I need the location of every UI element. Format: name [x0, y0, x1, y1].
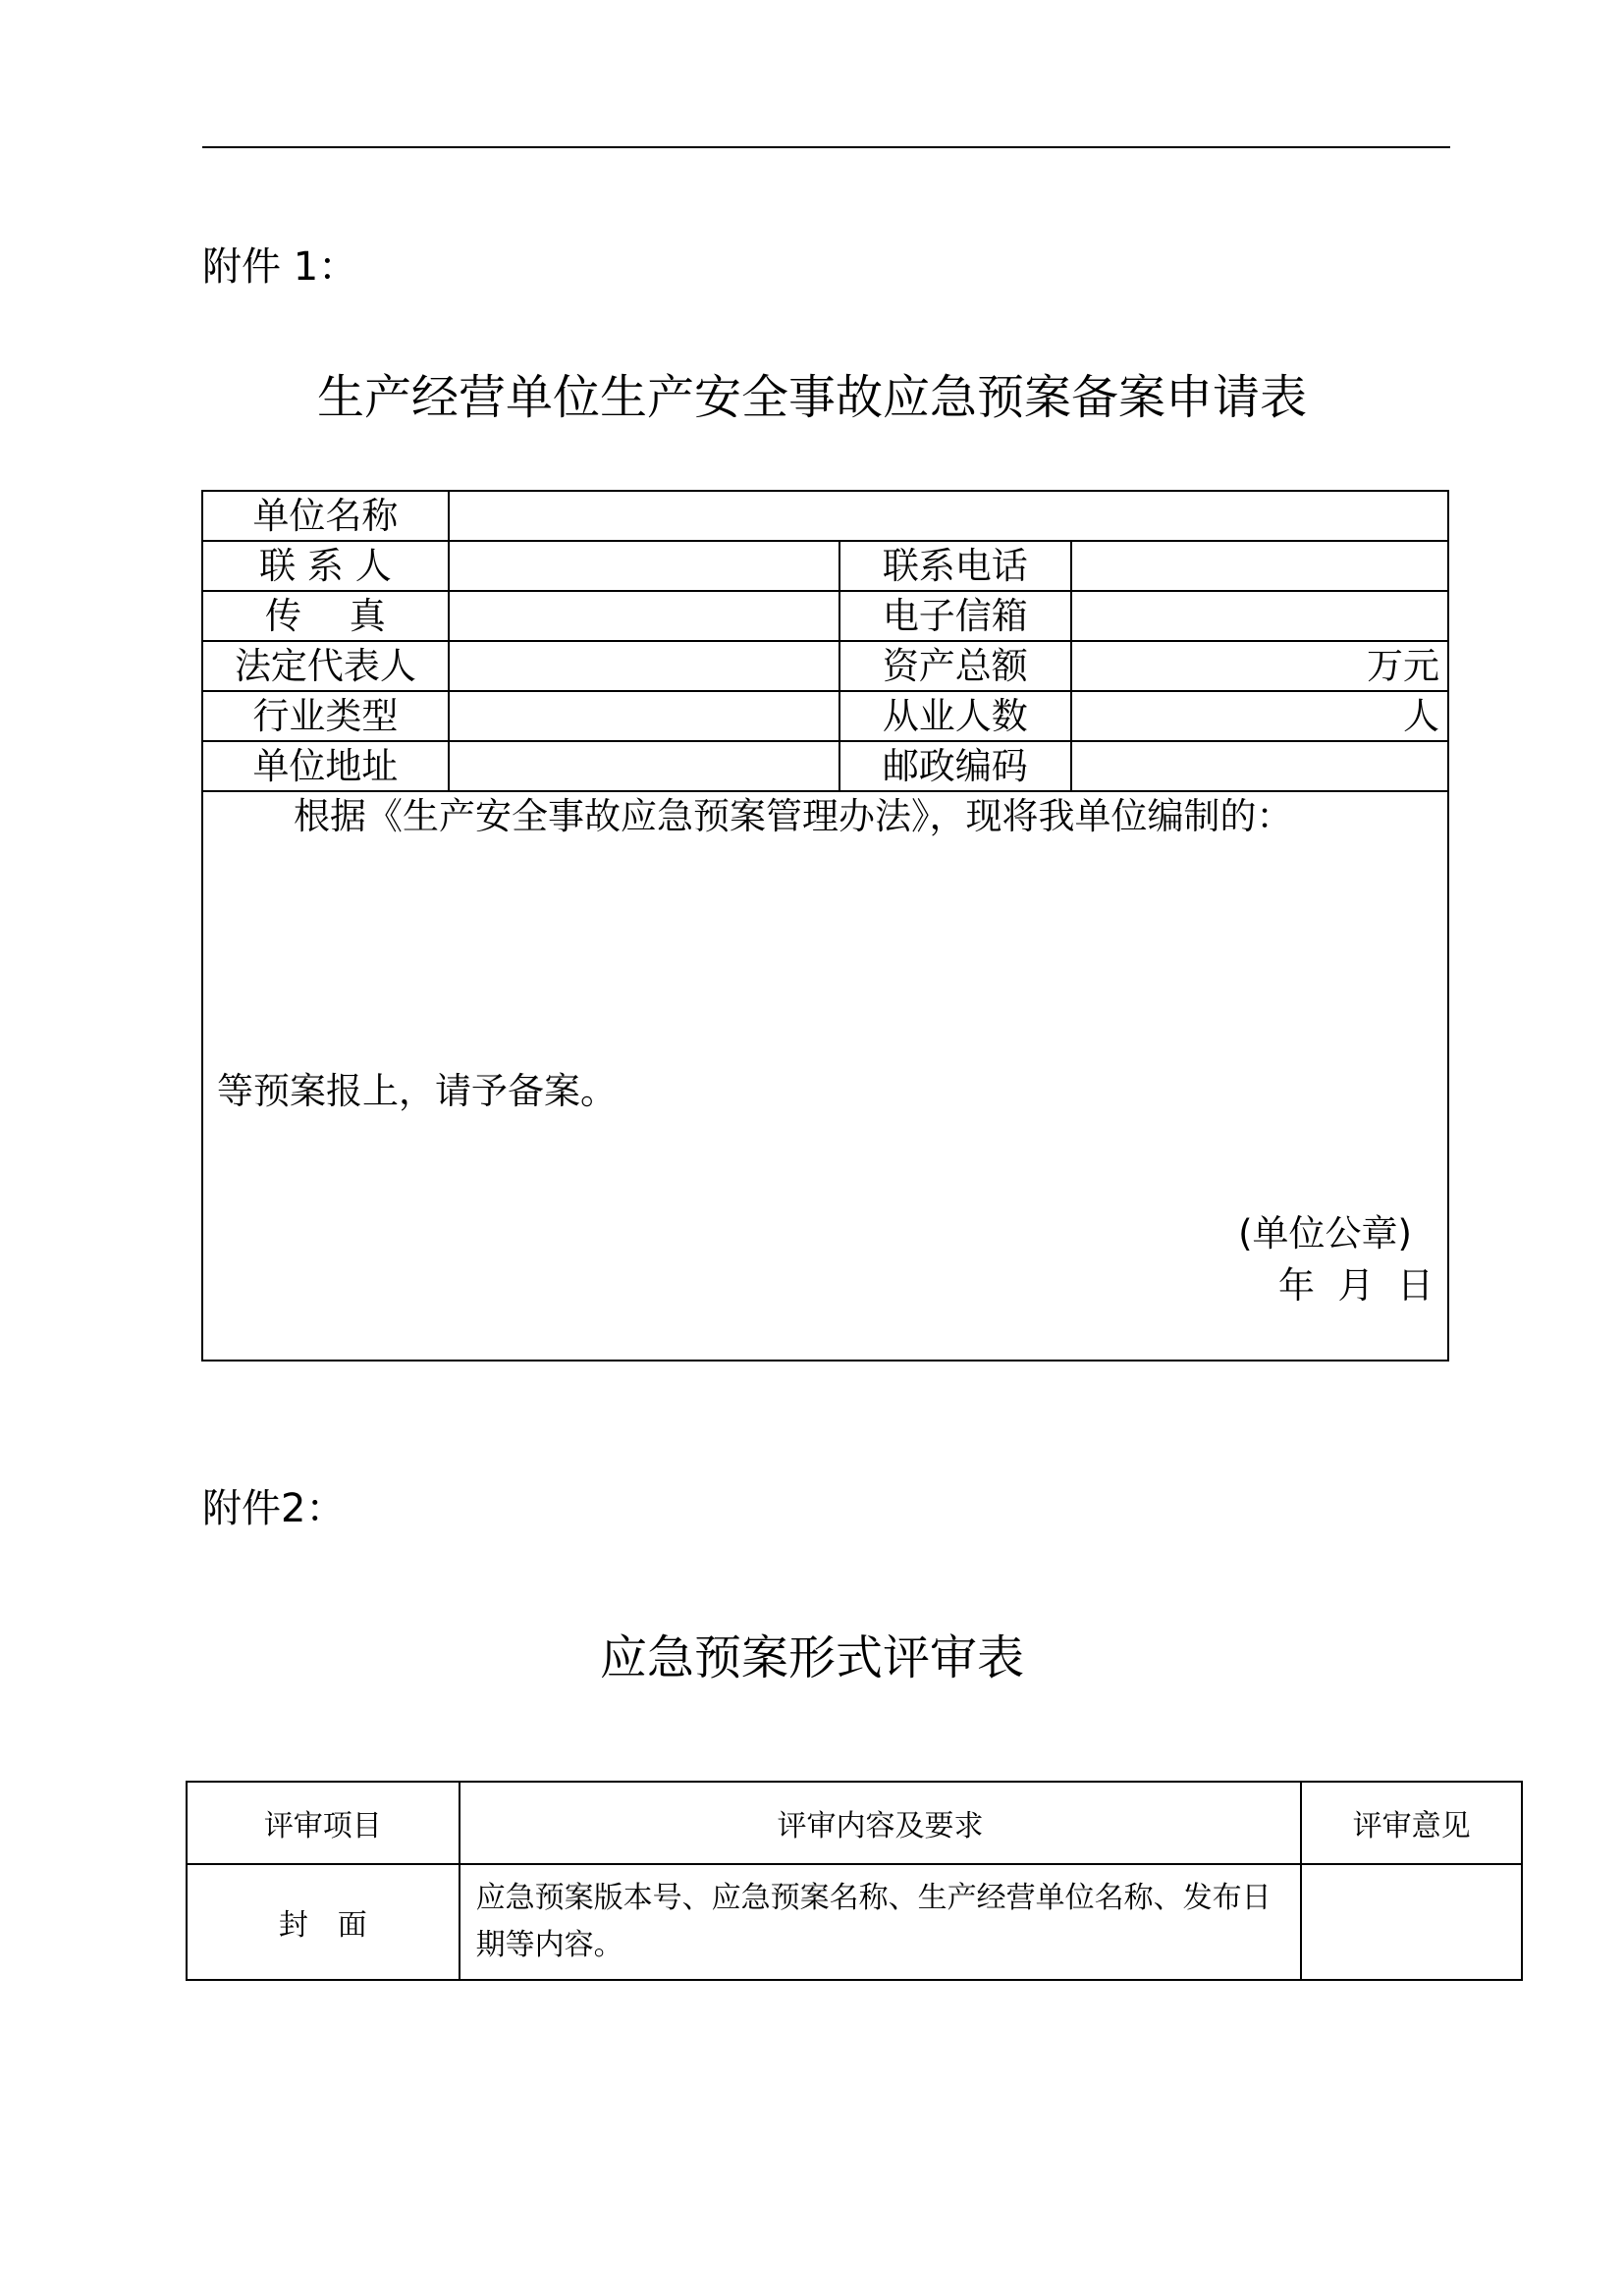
employee-count-field[interactable] [1071, 691, 1448, 741]
form-row [202, 691, 1448, 741]
postcode-field[interactable] [1071, 741, 1448, 791]
table-header-row [187, 1782, 1522, 1864]
field-label: 联 系 人 [202, 541, 449, 591]
header-rule [202, 146, 1450, 148]
attachment-1-label: 附件 1： [202, 244, 358, 290]
field-label: 单位地址 [202, 741, 449, 791]
unit-label: 万元 [1367, 645, 1439, 687]
statement-cell[interactable] [202, 791, 1448, 1361]
content-cell: 应急预案版本号、应急预案名称、生产经营单位名称、发布日期等内容。 [460, 1864, 1302, 1980]
form-title: 生产经营单位生产安全事故应急预案备案申请表 [316, 370, 1307, 425]
field-label: 电子信箱 [839, 591, 1071, 641]
unit-name-field[interactable] [449, 491, 1448, 541]
review-table [186, 1781, 1523, 1981]
field-label: 资产总额 [839, 641, 1071, 691]
item-cell: 封 面 [187, 1864, 460, 1980]
legal-rep-field[interactable] [449, 641, 839, 691]
form-row [202, 641, 1448, 691]
filing-application-form [201, 490, 1449, 1362]
total-assets-field[interactable] [1071, 641, 1448, 691]
unit-label: 人 [1403, 695, 1439, 737]
intro-text: 根据《生产安全事故应急预案管理办法》，现将我单位编制的： [294, 795, 1293, 837]
field-label: 单位名称 [202, 491, 449, 541]
header-cell: 评审项目 [187, 1782, 460, 1864]
form-row [202, 591, 1448, 641]
form-row [202, 741, 1448, 791]
industry-type-field[interactable] [449, 691, 839, 741]
form-row [202, 541, 1448, 591]
header-cell: 评审内容及要求 [460, 1782, 1302, 1864]
field-label: 传 真 [202, 591, 449, 641]
attachment-2-label: 附件2： [202, 1486, 346, 1531]
contact-person-field[interactable] [449, 541, 839, 591]
date-text: 年 月 日 [1277, 1264, 1434, 1307]
closing-text: 等预案报上，请予备案。 [217, 1070, 617, 1112]
table-row [187, 1864, 1522, 1980]
field-label: 从业人数 [839, 691, 1071, 741]
address-field[interactable] [449, 741, 839, 791]
fax-field[interactable] [449, 591, 839, 641]
field-label: 法定代表人 [202, 641, 449, 691]
email-field[interactable] [1071, 591, 1448, 641]
header-cell: 评审意见 [1301, 1782, 1522, 1864]
form-row [202, 791, 1448, 1361]
opinion-cell[interactable] [1301, 1864, 1522, 1980]
field-label: 邮政编码 [839, 741, 1071, 791]
phone-field[interactable] [1071, 541, 1448, 591]
review-title: 应急预案形式评审表 [599, 1630, 1024, 1685]
field-label: 行业类型 [202, 691, 449, 741]
seal-text: (单位公章) [1238, 1212, 1412, 1255]
field-label: 联系电话 [839, 541, 1071, 591]
form-row [202, 491, 1448, 541]
